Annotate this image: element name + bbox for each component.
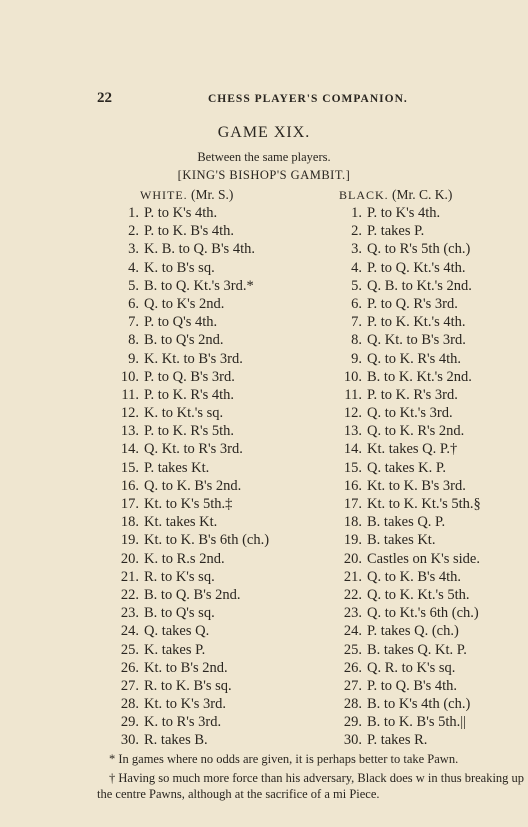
white-move bbox=[110, 695, 269, 713]
opening-name: [KING'S BISHOP'S GAMBIT.] bbox=[177, 168, 351, 182]
black-move bbox=[333, 695, 481, 713]
move-text: P. to K. R's 3rd. bbox=[367, 386, 458, 403]
move-number: 11. bbox=[344, 386, 362, 403]
white-move bbox=[110, 404, 269, 422]
move-text: P. takes Kt. bbox=[144, 459, 210, 476]
black-move bbox=[333, 641, 481, 659]
move-number: 30. bbox=[120, 732, 139, 749]
move-text: R. to K's sq. bbox=[144, 568, 215, 585]
move-text: P. to K. Kt.'s 4th. bbox=[367, 314, 466, 331]
white-move bbox=[110, 586, 269, 604]
black-move bbox=[333, 204, 481, 222]
white-move bbox=[110, 495, 269, 513]
black-move bbox=[333, 713, 481, 731]
black-move bbox=[333, 604, 481, 622]
move-text: P. to Q. R's 3rd. bbox=[367, 295, 458, 312]
white-column-header bbox=[140, 187, 233, 203]
move-number: 24. bbox=[120, 623, 139, 640]
black-column-header bbox=[339, 187, 452, 203]
move-number: 8. bbox=[351, 332, 362, 349]
black-move bbox=[333, 422, 481, 440]
move-text: Q. Kt. to B's 3rd. bbox=[367, 332, 466, 349]
move-text: Q. takes K. P. bbox=[367, 459, 446, 476]
move-text: B. to K's 4th (ch.) bbox=[367, 696, 471, 713]
black-move bbox=[333, 350, 481, 368]
move-number: 23. bbox=[343, 605, 362, 622]
move-text: P. to Q. B's 3rd. bbox=[144, 368, 235, 385]
move-text: P. to K. B's 4th. bbox=[144, 223, 235, 240]
move-text: Q. to K. R's 2nd. bbox=[367, 423, 465, 440]
move-text: Q. to K. Kt.'s 5th. bbox=[367, 586, 470, 603]
move-text: P. takes P. bbox=[367, 223, 425, 240]
move-number: 22. bbox=[120, 586, 139, 603]
move-number: 10. bbox=[343, 368, 362, 385]
footnotes bbox=[97, 751, 528, 805]
move-text: P. takes R. bbox=[367, 732, 428, 749]
move-text: K. takes P. bbox=[144, 641, 206, 658]
move-text: B. to Q's sq. bbox=[144, 605, 215, 622]
move-text: Kt. to B's 2nd. bbox=[144, 659, 228, 676]
white-move bbox=[110, 531, 269, 549]
move-number: 30. bbox=[343, 732, 362, 749]
move-number: 17. bbox=[120, 496, 139, 512]
move-number: 14. bbox=[343, 441, 362, 458]
white-move bbox=[110, 204, 269, 222]
move-text: Q. B. to Kt.'s 2nd. bbox=[367, 277, 472, 294]
move-number: 3. bbox=[128, 241, 139, 258]
move-text: P. to Q. B's 4th. bbox=[367, 677, 458, 694]
move-text: Q. to R's 5th (ch.) bbox=[367, 241, 471, 258]
move-text: R. to K. B's sq. bbox=[144, 677, 232, 694]
white-player-label: (Mr. S.) bbox=[191, 187, 234, 202]
white-move bbox=[110, 422, 269, 440]
black-move bbox=[333, 568, 481, 586]
move-text: B. to Q's 2nd. bbox=[144, 332, 224, 349]
move-number: 11. bbox=[121, 386, 139, 403]
footnote: * In games where no odds are given, it is perhaps better to take Pawn. bbox=[109, 752, 459, 766]
white-move bbox=[110, 604, 269, 622]
white-move bbox=[110, 641, 269, 659]
black-move bbox=[333, 313, 481, 331]
move-text: P. to K. R's 5th. bbox=[144, 423, 235, 440]
white-move bbox=[110, 440, 269, 458]
white-move bbox=[110, 331, 269, 349]
black-move bbox=[333, 677, 481, 695]
black-move bbox=[333, 459, 481, 477]
move-text: B. to Q. B's 2nd. bbox=[144, 586, 241, 603]
move-number: 7. bbox=[128, 314, 139, 331]
move-number: 20. bbox=[343, 550, 362, 567]
move-text: Kt. to K's 3rd. bbox=[144, 696, 226, 713]
black-move bbox=[333, 368, 481, 386]
move-text: K. to R's 3rd. bbox=[144, 714, 222, 731]
footnote: † Having so much more force than his adversary, Black does w in thus breaking up the centre Pawns, although at the sacrifice of a mi Piece. bbox=[97, 771, 525, 801]
move-number: 18. bbox=[343, 514, 362, 531]
black-move bbox=[333, 531, 481, 549]
black-move bbox=[333, 513, 481, 531]
move-text: B. to K. Kt.'s 2nd. bbox=[367, 368, 472, 385]
move-number: 12. bbox=[120, 405, 139, 422]
move-text: Kt. takes Kt. bbox=[144, 514, 218, 531]
move-number: 9. bbox=[351, 350, 362, 367]
black-move bbox=[333, 331, 481, 349]
move-text: Q. to K. B's 2nd. bbox=[144, 477, 242, 494]
move-text: K. B. to Q. B's 4th. bbox=[144, 241, 255, 258]
black-move bbox=[333, 440, 481, 458]
move-number: 5. bbox=[128, 277, 139, 294]
move-text: Castles on K's side. bbox=[367, 550, 480, 567]
black-player-label: (Mr. C. K.) bbox=[392, 187, 453, 202]
page-number: 22 bbox=[97, 90, 112, 106]
black-side-label: BLACK. bbox=[339, 188, 389, 202]
white-side-label: WHITE. bbox=[140, 188, 188, 202]
move-number: 15. bbox=[343, 459, 362, 476]
move-number: 27. bbox=[343, 677, 362, 694]
move-number: 2. bbox=[351, 223, 362, 240]
black-move bbox=[333, 495, 481, 513]
move-number: 6. bbox=[128, 295, 139, 312]
move-number: 28. bbox=[120, 696, 139, 713]
black-move bbox=[333, 550, 481, 568]
move-text: P. to Q's 4th. bbox=[144, 314, 218, 331]
white-move bbox=[110, 459, 269, 477]
move-text: Q. to K. B's 4th. bbox=[367, 568, 462, 585]
white-move bbox=[110, 386, 269, 404]
black-move bbox=[333, 586, 481, 604]
move-text: P. to K's 4th. bbox=[144, 205, 218, 221]
move-number: 18. bbox=[120, 514, 139, 531]
black-move bbox=[333, 386, 481, 404]
move-text: P. to K. R's 4th. bbox=[144, 386, 235, 403]
move-text: B. takes Kt. bbox=[367, 532, 436, 549]
white-move bbox=[110, 659, 269, 677]
move-number: 25. bbox=[120, 641, 139, 658]
move-number: 27. bbox=[120, 677, 139, 694]
move-number: 1. bbox=[351, 205, 362, 221]
black-move bbox=[333, 295, 481, 313]
move-text: Q. R. to K's sq. bbox=[367, 659, 456, 676]
move-number: 16. bbox=[120, 477, 139, 494]
white-move bbox=[110, 513, 269, 531]
white-move bbox=[110, 368, 269, 386]
game-title: GAME XIX. bbox=[217, 124, 311, 141]
move-text: B. to K. B's 5th.|| bbox=[367, 714, 467, 731]
white-move bbox=[110, 477, 269, 495]
move-number: 2. bbox=[128, 223, 139, 240]
move-text: Kt. to K. B's 6th (ch.) bbox=[144, 532, 270, 549]
move-number: 29. bbox=[120, 714, 139, 731]
black-move bbox=[333, 477, 481, 495]
move-number: 26. bbox=[343, 659, 362, 676]
move-number: 12. bbox=[343, 405, 362, 422]
white-move bbox=[110, 240, 269, 258]
white-move bbox=[110, 259, 269, 277]
move-text: P. takes Q. (ch.) bbox=[367, 623, 459, 640]
move-text: Q. to Kt.'s 6th (ch.) bbox=[367, 605, 479, 622]
move-text: Q. takes Q. bbox=[144, 623, 210, 640]
black-moves-list bbox=[333, 204, 481, 750]
move-number: 14. bbox=[120, 441, 139, 458]
white-move bbox=[110, 222, 269, 240]
black-move bbox=[333, 240, 481, 258]
move-number: 15. bbox=[120, 459, 139, 476]
move-text: Q. to K's 2nd. bbox=[144, 295, 225, 312]
white-move bbox=[110, 550, 269, 568]
running-head: CHESS PLAYER'S COMPANION. bbox=[208, 93, 408, 105]
white-move bbox=[110, 677, 269, 695]
move-text: B. takes Q. P. bbox=[367, 514, 446, 531]
white-move bbox=[110, 731, 269, 749]
move-text: K. to B's sq. bbox=[144, 259, 215, 276]
move-number: 22. bbox=[343, 586, 362, 603]
move-number: 23. bbox=[120, 605, 139, 622]
move-text: R. takes B. bbox=[144, 732, 208, 749]
move-text: Kt. to K. B's 3rd. bbox=[367, 477, 466, 494]
move-number: 21. bbox=[343, 568, 362, 585]
black-move bbox=[333, 659, 481, 677]
move-number: 4. bbox=[128, 259, 139, 276]
move-text: K. Kt. to B's 3rd. bbox=[144, 350, 243, 367]
move-text: K. to R.s 2nd. bbox=[144, 550, 225, 567]
move-number: 13. bbox=[343, 423, 362, 440]
black-move bbox=[333, 731, 481, 749]
move-number: 25. bbox=[343, 641, 362, 658]
move-text: B. to Q. Kt.'s 3rd.* bbox=[144, 277, 254, 294]
black-move bbox=[333, 622, 481, 640]
move-text: K. to Kt.'s sq. bbox=[144, 405, 224, 422]
move-number: 13. bbox=[120, 423, 139, 440]
move-number: 24. bbox=[343, 623, 362, 640]
move-number: 16. bbox=[343, 477, 362, 494]
move-number: 1. bbox=[128, 205, 139, 221]
move-number: 17. bbox=[343, 496, 362, 512]
white-move bbox=[110, 350, 269, 368]
black-move bbox=[333, 277, 481, 295]
move-number: 4. bbox=[351, 259, 362, 276]
move-text: Kt. takes Q. P.† bbox=[367, 441, 458, 458]
move-number: 8. bbox=[128, 332, 139, 349]
move-number: 6. bbox=[351, 295, 362, 312]
move-number: 7. bbox=[351, 314, 362, 331]
white-move bbox=[110, 622, 269, 640]
move-text: Q. to K. R's 4th. bbox=[367, 350, 462, 367]
white-move bbox=[110, 568, 269, 586]
move-number: 28. bbox=[343, 696, 362, 713]
white-move bbox=[110, 313, 269, 331]
move-number: 9. bbox=[128, 350, 139, 367]
black-move bbox=[333, 259, 481, 277]
black-move bbox=[333, 222, 481, 240]
move-number: 20. bbox=[120, 550, 139, 567]
move-text: Q. Kt. to R's 3rd. bbox=[144, 441, 243, 458]
move-number: 21. bbox=[120, 568, 139, 585]
white-move bbox=[110, 295, 269, 313]
black-move bbox=[333, 404, 481, 422]
move-text: Kt. to K's 5th.‡ bbox=[144, 496, 233, 512]
move-text: P. to K's 4th. bbox=[367, 205, 441, 221]
move-number: 29. bbox=[343, 714, 362, 731]
move-number: 19. bbox=[120, 532, 139, 549]
move-text: Kt. to K. Kt.'s 5th.§ bbox=[367, 496, 481, 512]
move-number: 3. bbox=[351, 241, 362, 258]
white-move bbox=[110, 277, 269, 295]
white-moves-list bbox=[110, 204, 269, 750]
move-number: 19. bbox=[343, 532, 362, 549]
move-text: P. to Q. Kt.'s 4th. bbox=[367, 259, 466, 276]
move-text: B. takes Q. Kt. P. bbox=[367, 641, 467, 658]
move-number: 10. bbox=[120, 368, 139, 385]
move-number: 5. bbox=[351, 277, 362, 294]
subtitle: Between the same players. bbox=[197, 150, 331, 164]
white-move bbox=[110, 713, 269, 731]
move-number: 26. bbox=[120, 659, 139, 676]
move-text: Q. to Kt.'s 3rd. bbox=[367, 405, 453, 422]
